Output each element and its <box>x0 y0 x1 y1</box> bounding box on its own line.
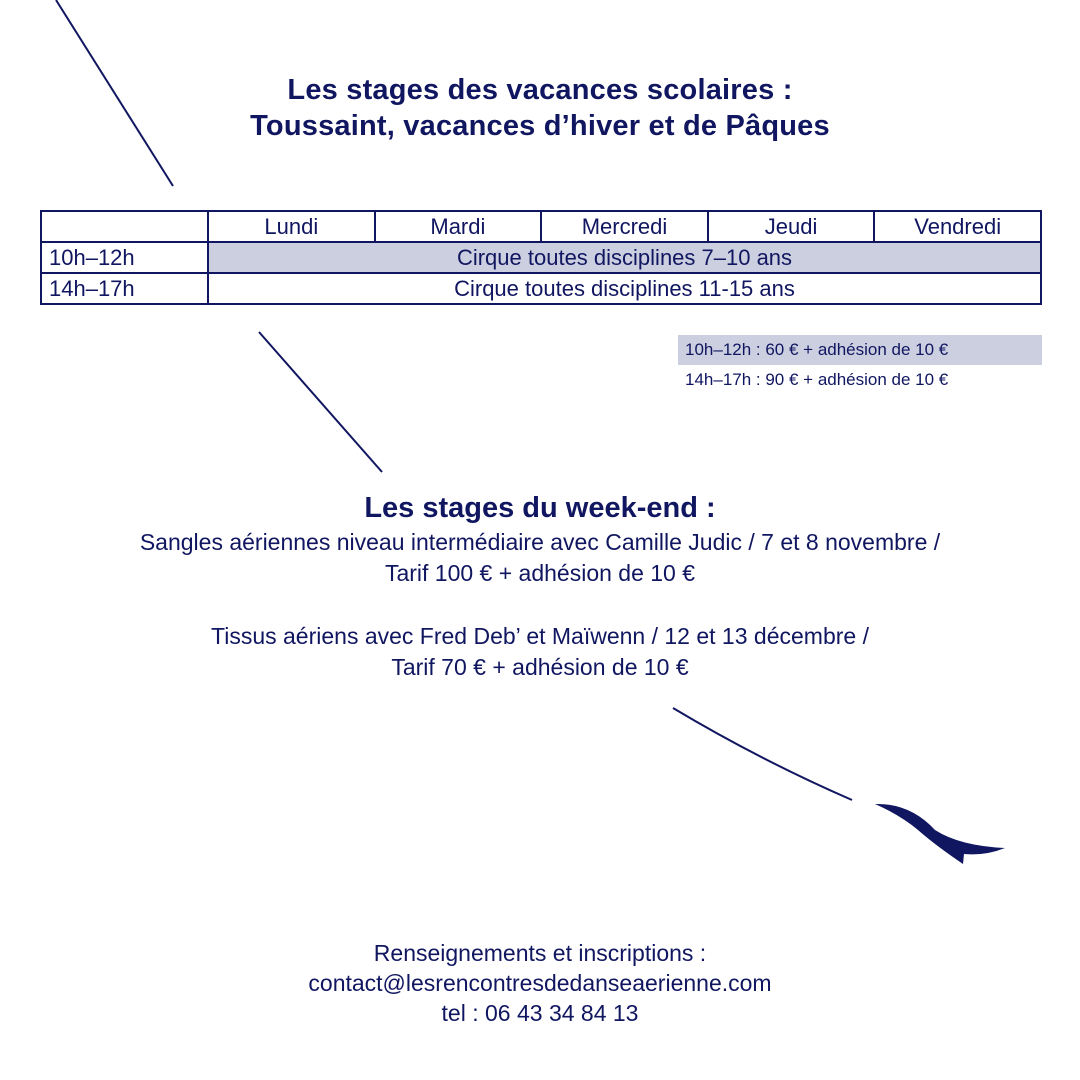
schedule-row-morning <box>41 242 1041 273</box>
activity-morning: Cirque toutes disciplines 7–10 ans <box>208 242 1041 273</box>
day-jeudi: Jeudi <box>708 211 875 242</box>
schedule-row-afternoon <box>41 273 1041 304</box>
schedule-header-row <box>41 211 1041 242</box>
schedule-table <box>40 210 1042 305</box>
price-morning: 10h–12h : 60 € + adhésion de 10 € <box>678 335 1042 365</box>
workshop-sangles-line1: Sangles aériennes niveau intermédiaire avec Camille Judic / 7 et 8 novembre / <box>139 529 941 555</box>
workshop-sangles-line2: Tarif 100 € + adhésion de 10 € <box>384 560 696 586</box>
workshop-tissus-line1: Tissus aériens avec Fred Deb’ et Maïwenn / 12 et 13 décembre / <box>211 623 869 649</box>
time-slot-morning: 10h–12h <box>41 242 208 273</box>
title-line-2: Toussaint, vacances d’hiver et de Pâques <box>250 110 830 142</box>
day-mardi: Mardi <box>375 211 542 242</box>
contact-email[interactable]: contact@lesrencontresdedanseaerienne.com <box>308 970 772 996</box>
price-afternoon: 14h–17h : 90 € + adhésion de 10 € <box>685 370 949 389</box>
schedule-corner-cell <box>41 211 208 242</box>
decorative-curve <box>673 708 852 800</box>
swoosh-icon <box>875 804 1005 864</box>
weekend-title: Les stages du week-end : <box>364 492 716 524</box>
day-vendredi: Vendredi <box>874 211 1041 242</box>
contact-block <box>0 938 1080 1028</box>
contact-phone[interactable]: tel : 06 43 34 84 13 <box>441 1000 639 1026</box>
title-line-1: Les stages des vacances scolaires : <box>287 74 793 106</box>
workshop-tissus <box>0 621 1080 683</box>
decorative-line-middle <box>259 332 382 472</box>
price-list <box>678 335 1042 395</box>
activity-afternoon: Cirque toutes disciplines 11-15 ans <box>208 273 1041 304</box>
time-slot-afternoon: 14h–17h <box>41 273 208 304</box>
contact-heading: Renseignements et inscriptions : <box>373 940 707 966</box>
page-title <box>0 72 1080 144</box>
workshop-sangles <box>0 527 1080 589</box>
workshop-tissus-line2: Tarif 70 € + adhésion de 10 € <box>391 654 689 680</box>
day-lundi: Lundi <box>208 211 375 242</box>
day-mercredi: Mercredi <box>541 211 708 242</box>
